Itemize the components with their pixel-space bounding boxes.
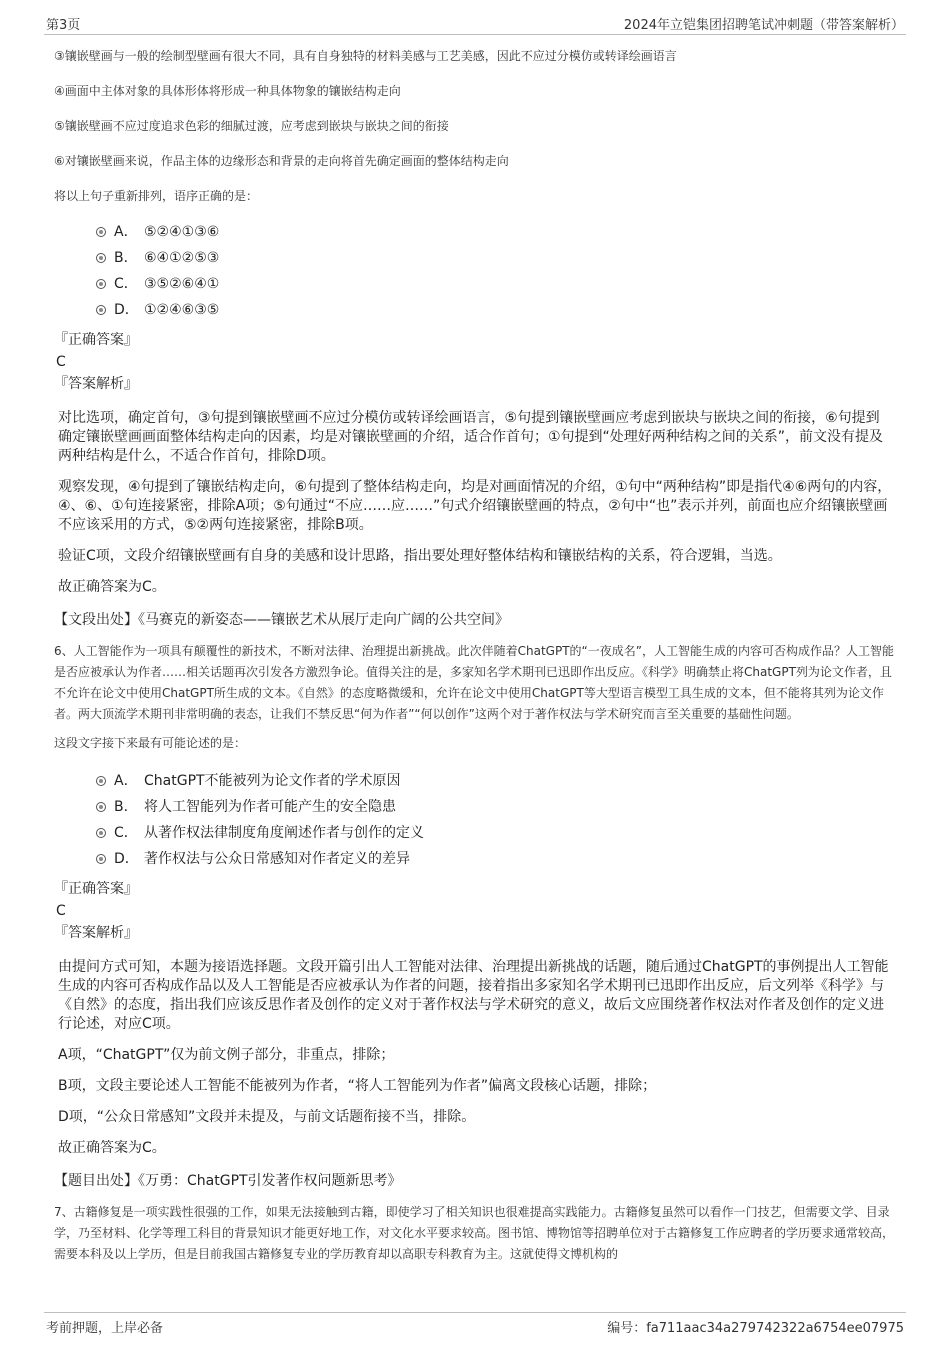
radio-icon[interactable] [96,305,106,315]
option-text: 将人工智能列为作者可能产生的安全隐患 [144,799,396,815]
option-c[interactable] [96,271,899,297]
q6-stem: 6、人工智能作为一项具有颠覆性的新技术，不断对法律、治理提出新挑战。此次伴随着ChatGPT的“一夜成名”，人工智能生成的内容可否构成作品？人工智能是否应被承认为作者……相关话题再次引发各方激烈争论。值得关注的是，多家知名学术期刊已迅即作出反应。《科学》明确禁止将ChatGPT列为论文作者，且不允许在论文中使用ChatGPT所生成的文本。《自然》的态度略微缓和，允许在论文中使用ChatGPT等大型语言模型工具生成的文本，但不能将其列为论文作者。两大顶流学术期刊非常明确的表态，让我们不禁反思“何为作者”“何以创作”这两个对于著作权法与学术研究而言至关重要的基础性问题。 [54,644,894,721]
sentence-6: ⑥对镶嵌壁画来说，作品主体的边缘形态和背景的走向将首先确定画面的整体结构走向 [54,154,509,168]
correct-answer: C [56,354,66,370]
analysis-paragraph: D项，“公众日常感知”文段并未提及，与前文话题衔接不当，排除。 [58,1109,476,1125]
option-text: ChatGPT不能被列为论文作者的学术原因 [144,773,401,789]
sentence-3: ③镶嵌壁画与一般的绘制型壁画有很大不同，具有自身独特的材料美感与工艺美感，因此不应过分模仿或转译绘画语言 [54,49,677,63]
option-a[interactable] [96,768,899,794]
option-letter: A． [114,773,138,789]
q6-options [96,768,899,872]
option-text: ⑥④①②⑤③ [144,250,220,266]
analysis-paragraph: 故正确答案为C。 [58,1140,166,1156]
q5-analysis [58,409,893,597]
page-content [54,40,899,1273]
q5-sentences [54,46,899,207]
correct-answer-label: 『正确答案』 [54,332,138,348]
q6-source: 【题目出处】《万勇：ChatGPT引发著作权问题新思考》 [54,1173,402,1189]
option-b[interactable] [96,794,899,820]
analysis-paragraph: B项，文段主要论述人工智能不能被列为作者，“将人工智能列为作者”偏离文段核心话题，排除； [58,1078,657,1094]
option-text: ①②④⑥③⑤ [144,302,220,318]
radio-icon[interactable] [96,802,106,812]
radio-icon[interactable] [96,227,106,237]
q7-stem: 7、古籍修复是一项实践性很强的工作，如果无法接触到古籍，即使学习了相关知识也很难提高实践能力。古籍修复虽然可以看作一门技艺，但需要文学、目录学，乃至材料、化学等理工科目的背景知识才能更好地工作，对文化水平要求较高。图书馆、博物馆等招聘单位对于古籍修复工作应聘者的学历要求通常较高，需要本科及以上学历，但是目前我国古籍修复专业的学历教育却以高职专科教育为主。这就使得文博机构的 [54,1205,895,1261]
radio-icon[interactable] [96,253,106,263]
analysis-paragraph: 故正确答案为C。 [58,579,166,595]
analysis-paragraph: A项，“ChatGPT”仅为前文例子部分，非重点，排除； [58,1047,395,1063]
sentence-4: ④画面中主体对象的具体形体将形成一种具体物象的镶嵌结构走向 [54,84,401,98]
page-number: 第3页 [46,18,81,33]
analysis-paragraph: 对比选项，确定首句，③句提到镶嵌壁画不应过分模仿或转译绘画语言，⑤句提到镶嵌壁画应考虑到嵌块与嵌块之间的衔接，⑥句提到确定镶嵌壁画画面整体结构走向的因素，均是对镶嵌壁画的介绍，适合作首句；①句提到“处理好两种结构之间的关系”，前文没有提及两种结构是什么，不适合作首句，排除D项。 [58,410,884,464]
footer-slogan: 考前押题，上岸必备 [46,1321,164,1336]
option-letter: C． [114,825,138,841]
analysis-paragraph: 由提问方式可知，本题为接语选择题。文段开篇引出人工智能对法律、治理提出新挑战的话题，随后通过ChatGPT的事例提出人工智能生成的内容可否构成作品以及人工智能是否应被承认为作者的问题，接着指出多家知名学术期刊已迅即作出反应，后文列举《科学》与《自然》的态度，指出我们应该反思作者及创作的定义对于著作权法与学术研究的意义，故后文应围绕著作权法对作者及创作的定义进行论述，对应C项。 [58,959,889,1032]
option-letter: B． [114,799,138,815]
radio-icon[interactable] [96,776,106,786]
q5-options [96,219,899,323]
document-code [607,1317,904,1336]
option-text: 从著作权法律制度角度阐述作者与创作的定义 [144,825,424,841]
analysis-paragraph: 验证C项，文段介绍镶嵌壁画有自身的美感和设计思路，指出要处理好整体结构和镶嵌结构的关系，符合逻辑，当选。 [58,548,782,564]
correct-answer-label: 『正确答案』 [54,881,138,897]
sentence-5: ⑤镶嵌壁画不应过度追求色彩的细腻过渡，应考虑到嵌块与嵌块之间的衔接 [54,119,449,133]
option-letter: A． [114,224,138,240]
code-value: fa711aac34a279742322a6754ee07975 [646,1321,904,1336]
option-text: 著作权法与公众日常感知对作者定义的差异 [144,851,410,867]
radio-icon[interactable] [96,854,106,864]
option-d[interactable] [96,297,899,323]
question-prompt: 将以上句子重新排列，语序正确的是： [54,189,259,203]
q5-source: 【文段出处】《马赛克的新姿态——镶嵌艺术从展厅走向广阔的公共空间》 [54,612,509,628]
correct-answer: C [56,903,66,919]
option-text: ⑤②④①③⑥ [144,224,220,240]
option-letter: D． [114,302,139,318]
option-d[interactable] [96,846,899,872]
option-b[interactable] [96,245,899,271]
page-header [44,12,906,35]
page-footer [44,1312,906,1337]
option-text: ③⑤②⑥④① [144,276,220,292]
option-letter: C． [114,276,138,292]
analysis-label: 『答案解析』 [54,376,138,392]
analysis-paragraph: 观察发现，④句提到了镶嵌结构走向，⑥句提到了整体结构走向，均是对画面情况的介绍，①句中“两种结构”即是指代④⑥两句的内容，④、⑥、①句连接紧密，排除A项；⑤句通过“不应……应……”句式介绍镶嵌壁画的特点，②句中“也”表示并列，前面也应介绍镶嵌壁画不应该采用的方式，⑤②两句连接紧密，排除B项。 [58,479,892,533]
q6-analysis [58,958,893,1158]
radio-icon[interactable] [96,828,106,838]
option-letter: B． [114,250,138,266]
code-label: 编号： [607,1321,647,1336]
option-letter: D． [114,851,139,867]
radio-icon[interactable] [96,279,106,289]
document-title: 2024年立铠集团招聘笔试冲刺题（带答案解析） [623,18,904,33]
option-c[interactable] [96,820,899,846]
option-a[interactable] [96,219,899,245]
q6-prompt: 这段文字接下来最有可能论述的是： [54,736,247,750]
analysis-label: 『答案解析』 [54,925,138,941]
